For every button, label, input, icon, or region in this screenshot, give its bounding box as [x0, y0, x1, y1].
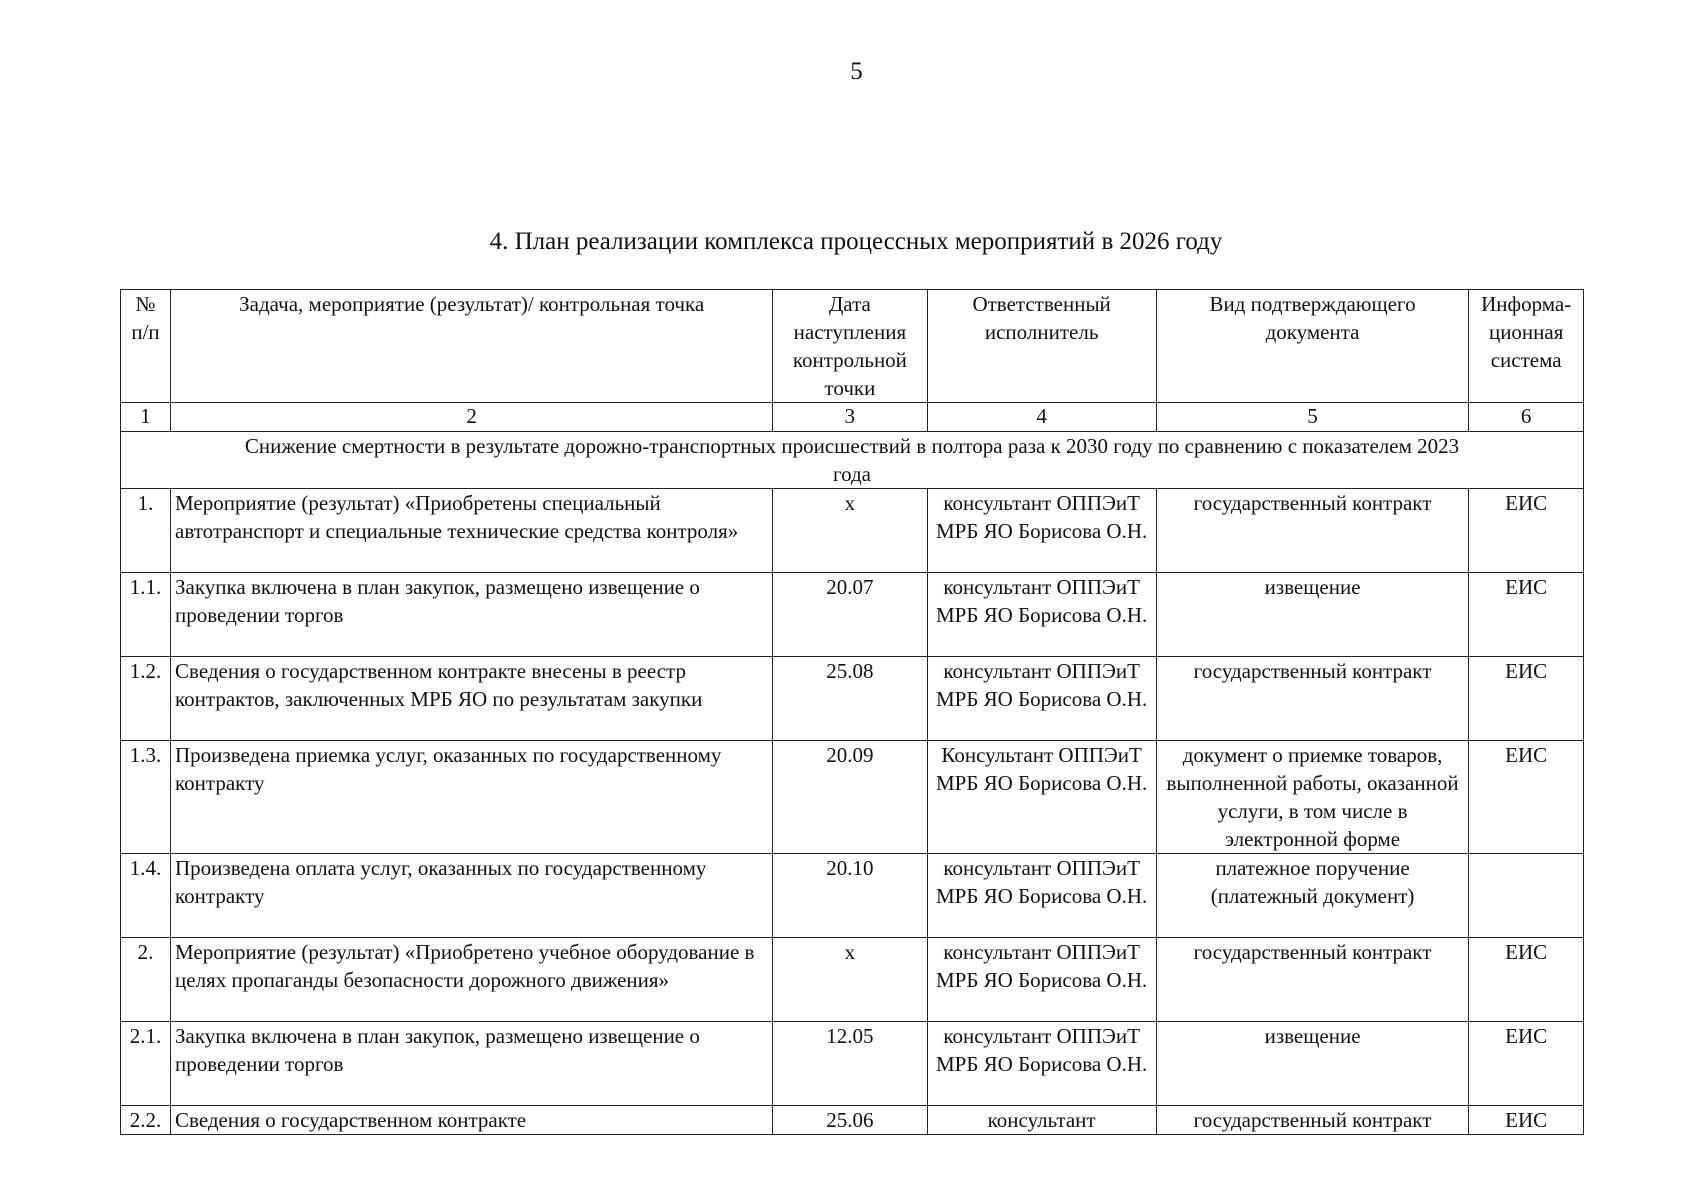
page-number: 5 [850, 58, 863, 85]
row-number: 2.2. [121, 1106, 171, 1135]
plan-table [120, 289, 1584, 1135]
row-document: извещение [1156, 1022, 1469, 1106]
table-row [121, 1022, 1584, 1106]
row-number: 1. [121, 489, 171, 573]
table-row [121, 573, 1584, 657]
row-system: ЕИС [1469, 741, 1584, 854]
row-date: х [773, 489, 927, 573]
row-system: ЕИС [1469, 573, 1584, 657]
column-number: 5 [1156, 403, 1469, 432]
row-date: х [773, 938, 927, 1022]
row-document: извещение [1156, 573, 1469, 657]
row-task: Сведения о государственном контракте внесены в реестр контрактов, заключенных МРБ ЯО по результатам закупки [171, 657, 773, 741]
goal-row [121, 432, 1584, 489]
header-document: Вид подтверждающего документа [1156, 290, 1469, 403]
section-title: 4. План реализации комплекса процессных мероприятий в 2026 году [489, 228, 1223, 255]
row-document: государственный контракт [1156, 938, 1469, 1022]
header-number: № п/п [121, 290, 171, 403]
row-task: Сведения о государственном контракте [171, 1106, 773, 1135]
column-number: 3 [773, 403, 927, 432]
row-date: 20.07 [773, 573, 927, 657]
column-number-row [121, 403, 1584, 432]
row-number: 2. [121, 938, 171, 1022]
row-executor: консультант ОППЭиТ МРБ ЯО Борисова О.Н. [927, 657, 1156, 741]
goal-text: Снижение смертности в результате дорожно-транспортных происшествий в полтора раза к 2030 году по сравнению с показателем 2023 года [121, 432, 1584, 489]
row-executor: консультант ОППЭиТ МРБ ЯО Борисова О.Н. [927, 573, 1156, 657]
row-system: ЕИС [1469, 938, 1584, 1022]
header-task: Задача, мероприятие (результат)/ контрольная точка [171, 290, 773, 403]
row-date: 12.05 [773, 1022, 927, 1106]
row-number: 1.2. [121, 657, 171, 741]
row-task: Закупка включена в план закупок, размещено извещение о проведении торгов [171, 1022, 773, 1106]
column-number: 4 [927, 403, 1156, 432]
column-number: 1 [121, 403, 171, 432]
row-task: Произведена оплата услуг, оказанных по государственному контракту [171, 854, 773, 938]
row-document: платежное поручение (платежный документ) [1156, 854, 1469, 938]
row-executor: консультант ОППЭиТ МРБ ЯО Борисова О.Н. [927, 489, 1156, 573]
header-system: Информа-ционная система [1469, 290, 1584, 403]
row-executor: консультант [927, 1106, 1156, 1135]
row-number: 2.1. [121, 1022, 171, 1106]
row-executor: консультант ОППЭиТ МРБ ЯО Борисова О.Н. [927, 854, 1156, 938]
row-date: 20.09 [773, 741, 927, 854]
row-task: Произведена приемка услуг, оказанных по государственному контракту [171, 741, 773, 854]
column-number: 6 [1469, 403, 1584, 432]
table-row [121, 854, 1584, 938]
row-system [1469, 854, 1584, 938]
table-row [121, 489, 1584, 573]
row-number: 1.3. [121, 741, 171, 854]
row-system: ЕИС [1469, 1022, 1584, 1106]
row-date: 25.06 [773, 1106, 927, 1135]
table-header-row [121, 290, 1584, 403]
row-executor: консультант ОППЭиТ МРБ ЯО Борисова О.Н. [927, 938, 1156, 1022]
row-executor: Консультант ОППЭиТ МРБ ЯО Борисова О.Н. [927, 741, 1156, 854]
row-document: государственный контракт [1156, 489, 1469, 573]
row-system: ЕИС [1469, 657, 1584, 741]
row-task: Мероприятие (результат) «Приобретено учебное оборудование в целях пропаганды безопасности дорожного движения» [171, 938, 773, 1022]
row-document: документ о приемке товаров, выполненной работы, оказанной услуги, в том числе в электронной форме [1156, 741, 1469, 854]
row-document: государственный контракт [1156, 1106, 1469, 1135]
row-system: ЕИС [1469, 1106, 1584, 1135]
column-number: 2 [171, 403, 773, 432]
row-task: Закупка включена в план закупок, размещено извещение о проведении торгов [171, 573, 773, 657]
table-row [121, 741, 1584, 854]
row-task: Мероприятие (результат) «Приобретены специальный автотранспорт и специальные технические средства контроля» [171, 489, 773, 573]
row-executor: консультант ОППЭиТ МРБ ЯО Борисова О.Н. [927, 1022, 1156, 1106]
row-document: государственный контракт [1156, 657, 1469, 741]
row-number: 1.1. [121, 573, 171, 657]
header-date: Дата наступления контрольной точки [773, 290, 927, 403]
header-executor: Ответственный исполнитель [927, 290, 1156, 403]
row-number: 1.4. [121, 854, 171, 938]
row-date: 20.10 [773, 854, 927, 938]
row-system: ЕИС [1469, 489, 1584, 573]
table-row [121, 657, 1584, 741]
table-row [121, 1106, 1584, 1135]
table-row [121, 938, 1584, 1022]
row-date: 25.08 [773, 657, 927, 741]
